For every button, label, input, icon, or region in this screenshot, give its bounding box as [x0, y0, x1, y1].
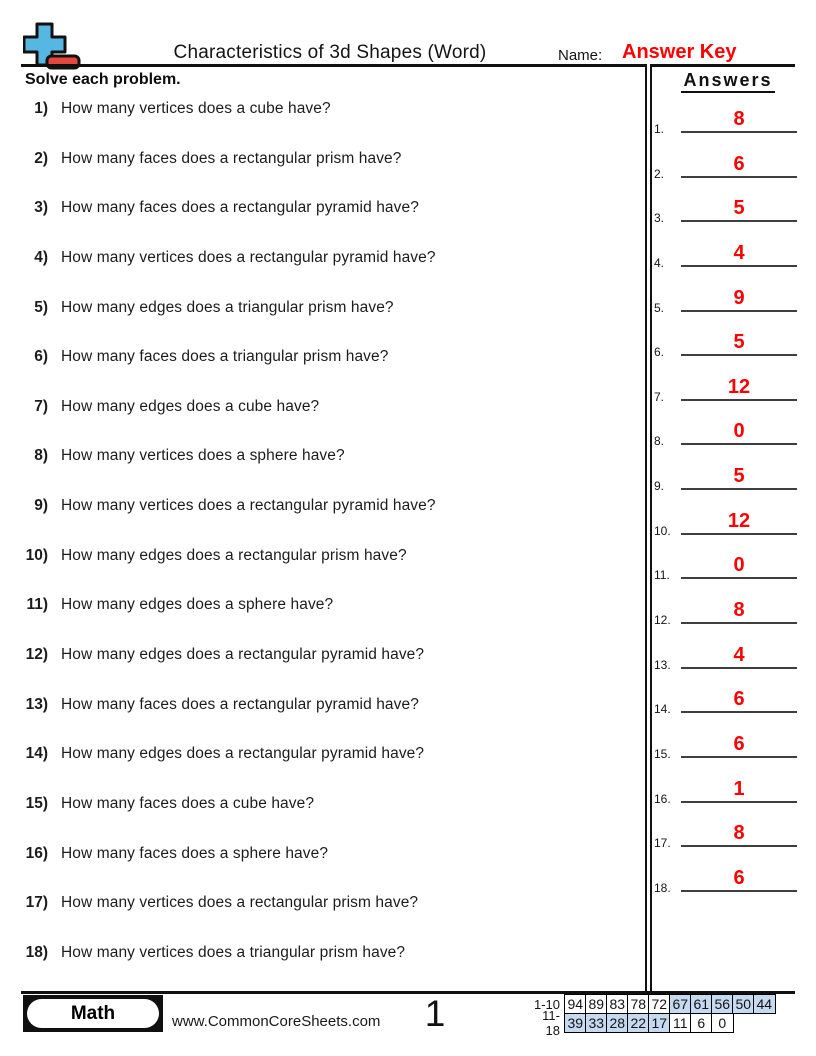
answer-number: 5.	[654, 300, 665, 315]
answer-number: 9.	[654, 479, 665, 494]
question-number: 7)	[34, 397, 48, 415]
score-cell: 94	[564, 994, 587, 1014]
answer-number: 12.	[654, 613, 671, 628]
question-row	[20, 398, 630, 416]
answer-number: 16.	[654, 791, 671, 806]
question-text: How many faces does a rectangular pyramid have?	[61, 199, 419, 217]
question-number: 2)	[34, 149, 48, 167]
question-number: 17)	[25, 894, 48, 912]
answer-key-label: Answer Key	[622, 41, 737, 63]
score-cell: 0	[711, 1013, 734, 1033]
answer-blank-line	[681, 667, 797, 669]
answer-value: 6	[733, 152, 745, 175]
answer-blank-line	[681, 890, 797, 892]
answers-heading	[648, 70, 808, 91]
answers-list	[654, 93, 800, 895]
question-row	[20, 944, 630, 962]
question-number: 16)	[25, 844, 48, 862]
question-number: 12)	[25, 646, 48, 664]
answer-row	[654, 316, 800, 360]
answer-row	[654, 182, 800, 226]
question-number: 8)	[34, 447, 48, 465]
answers-heading-text: Answers	[681, 70, 774, 93]
question-text: How many vertices does a rectangular prism have?	[61, 894, 419, 912]
answer-number: 8.	[654, 434, 665, 449]
question-row	[20, 249, 630, 267]
score-row-cells	[564, 1013, 734, 1033]
score-cell: 28	[606, 1013, 629, 1033]
answer-blank-line	[681, 711, 797, 713]
score-row-cells	[564, 994, 776, 1014]
instruction-text: Solve each problem.	[25, 71, 181, 88]
question-number: 15)	[25, 794, 48, 812]
questions-list	[20, 100, 630, 962]
answer-row	[654, 361, 800, 404]
question-row	[20, 348, 630, 366]
score-cell: 50	[732, 994, 755, 1014]
question-row	[20, 696, 630, 714]
question-row	[20, 894, 630, 912]
answer-row	[654, 584, 800, 628]
answer-blank-line	[681, 756, 797, 758]
question-text: How many vertices does a rectangular pyramid have?	[61, 248, 436, 266]
answer-blank-line	[681, 533, 797, 535]
website-text: www.CommonCoreSheets.com	[172, 1013, 381, 1030]
answer-row	[654, 405, 800, 449]
question-text: How many edges does a rectangular prism have?	[61, 546, 407, 564]
answer-row	[654, 673, 800, 717]
question-text: How many edges does a rectangular pyramid have?	[61, 646, 425, 664]
question-number: 5)	[34, 298, 48, 316]
answer-number: 18.	[654, 880, 671, 895]
column-divider	[645, 64, 652, 993]
score-cell: 39	[564, 1013, 587, 1033]
question-number: 11)	[26, 596, 48, 614]
question-text: How many faces does a rectangular pyramid have?	[61, 695, 419, 713]
page-title: Characteristics of 3d Shapes (Word)	[173, 42, 487, 63]
question-text: How many faces does a cube have?	[61, 794, 315, 812]
subject-badge-label: Math	[27, 999, 159, 1028]
question-number: 10)	[25, 546, 48, 564]
score-cell: 17	[648, 1013, 671, 1033]
answer-row	[654, 138, 800, 181]
answer-number: 13.	[654, 657, 671, 672]
answer-value: 12	[727, 509, 751, 532]
answer-value: 1	[733, 777, 745, 800]
score-cell: 11	[669, 1013, 692, 1033]
answer-row	[654, 93, 800, 136]
question-row	[20, 447, 630, 465]
question-row	[20, 745, 630, 763]
answer-blank-line	[681, 399, 797, 401]
answer-number: 6.	[654, 345, 665, 360]
question-row	[20, 497, 630, 515]
answer-blank-line	[681, 443, 797, 445]
answer-blank-line	[681, 265, 797, 267]
question-number: 18)	[25, 943, 48, 961]
answer-row	[654, 763, 800, 806]
answer-number: 7.	[654, 389, 665, 404]
answer-blank-line	[681, 131, 797, 133]
answer-number: 2.	[654, 166, 665, 181]
score-table-row	[528, 994, 776, 1014]
question-text: How many edges does a triangular prism have?	[61, 298, 394, 316]
score-row-label: 11-18	[542, 1007, 560, 1038]
question-row	[20, 299, 630, 317]
score-cell: 72	[648, 994, 671, 1014]
answer-value: 4	[733, 643, 745, 666]
answer-value: 6	[733, 732, 745, 755]
answer-number: 14.	[654, 702, 671, 717]
question-row	[20, 646, 630, 664]
question-text: How many faces does a rectangular prism have?	[61, 149, 402, 167]
answer-value: 6	[733, 688, 745, 711]
question-row	[20, 547, 630, 565]
question-text: How many vertices does a cube have?	[61, 100, 331, 117]
question-text: How many faces does a triangular prism have?	[61, 348, 389, 366]
answer-value: 5	[733, 197, 745, 220]
answer-number: 15.	[654, 746, 671, 761]
score-cell: 61	[690, 994, 713, 1014]
answer-blank-line	[681, 354, 797, 356]
answer-number: 17.	[654, 836, 671, 851]
answer-blank-line	[681, 845, 797, 847]
score-row-label: 1-10	[533, 996, 560, 1012]
question-text: How many vertices does a sphere have?	[61, 447, 345, 465]
answer-row	[654, 227, 800, 270]
name-label: Name:	[558, 47, 603, 64]
score-cell: 33	[585, 1013, 608, 1033]
score-cell: 83	[606, 994, 629, 1014]
answer-value: 6	[733, 866, 745, 889]
score-cell: 6	[690, 1013, 713, 1033]
question-text: How many vertices does a triangular prism have?	[61, 943, 406, 961]
answer-row	[654, 450, 800, 494]
answer-row	[654, 718, 800, 761]
answer-blank-line	[681, 577, 797, 579]
question-text: How many edges does a rectangular pyramid have?	[61, 745, 425, 763]
answer-number: 3.	[654, 211, 665, 226]
header-rule	[21, 64, 795, 67]
answer-blank-line	[681, 176, 797, 178]
question-number: 6)	[34, 348, 48, 366]
score-cell: 22	[627, 1013, 650, 1033]
question-row	[20, 596, 630, 614]
answer-number: 11.	[654, 568, 670, 583]
score-cell: 44	[753, 994, 776, 1014]
answer-value: 0	[733, 420, 745, 443]
answer-value: 8	[733, 822, 745, 845]
answer-blank-line	[681, 310, 797, 312]
answer-value: 9	[733, 286, 745, 309]
question-number: 1)	[34, 100, 48, 117]
answer-value: 0	[733, 554, 745, 577]
answer-number: 4.	[654, 255, 665, 270]
question-text: How many edges does a sphere have?	[61, 596, 334, 614]
score-cell: 67	[669, 994, 692, 1014]
question-text: How many edges does a cube have?	[61, 397, 320, 415]
question-number: 13)	[25, 695, 48, 713]
question-number: 3)	[34, 199, 48, 217]
question-row	[20, 795, 630, 813]
page-number: 1	[424, 993, 446, 1034]
answer-value: 5	[733, 465, 745, 488]
answer-blank-line	[681, 488, 797, 490]
answer-value: 12	[727, 375, 751, 398]
answer-row	[654, 807, 800, 851]
question-number: 9)	[34, 497, 48, 515]
answer-number: 1.	[654, 122, 665, 136]
question-row	[20, 199, 630, 217]
answer-row	[654, 629, 800, 672]
answer-row	[654, 272, 800, 315]
question-number: 4)	[34, 248, 48, 266]
answer-blank-line	[681, 220, 797, 222]
answer-value: 8	[733, 599, 745, 622]
question-row	[20, 100, 630, 118]
answer-value: 4	[733, 241, 745, 264]
answer-row	[654, 495, 800, 538]
answer-blank-line	[681, 622, 797, 624]
score-cell: 89	[585, 994, 608, 1014]
answer-row	[654, 852, 800, 895]
answer-row	[654, 539, 800, 583]
question-text: How many vertices does a rectangular pyramid have?	[61, 497, 436, 515]
question-row	[20, 150, 630, 168]
answer-value: 8	[733, 108, 745, 130]
subject-badge	[23, 995, 163, 1032]
score-cell: 78	[627, 994, 650, 1014]
question-text: How many faces does a sphere have?	[61, 844, 329, 862]
score-table	[528, 994, 776, 1038]
question-row	[20, 845, 630, 863]
answer-number: 10.	[654, 523, 671, 538]
answer-value: 5	[733, 331, 745, 354]
score-table-row	[528, 1007, 776, 1038]
score-cell: 56	[711, 994, 734, 1014]
answer-blank-line	[681, 801, 797, 803]
question-number: 14)	[25, 745, 48, 763]
